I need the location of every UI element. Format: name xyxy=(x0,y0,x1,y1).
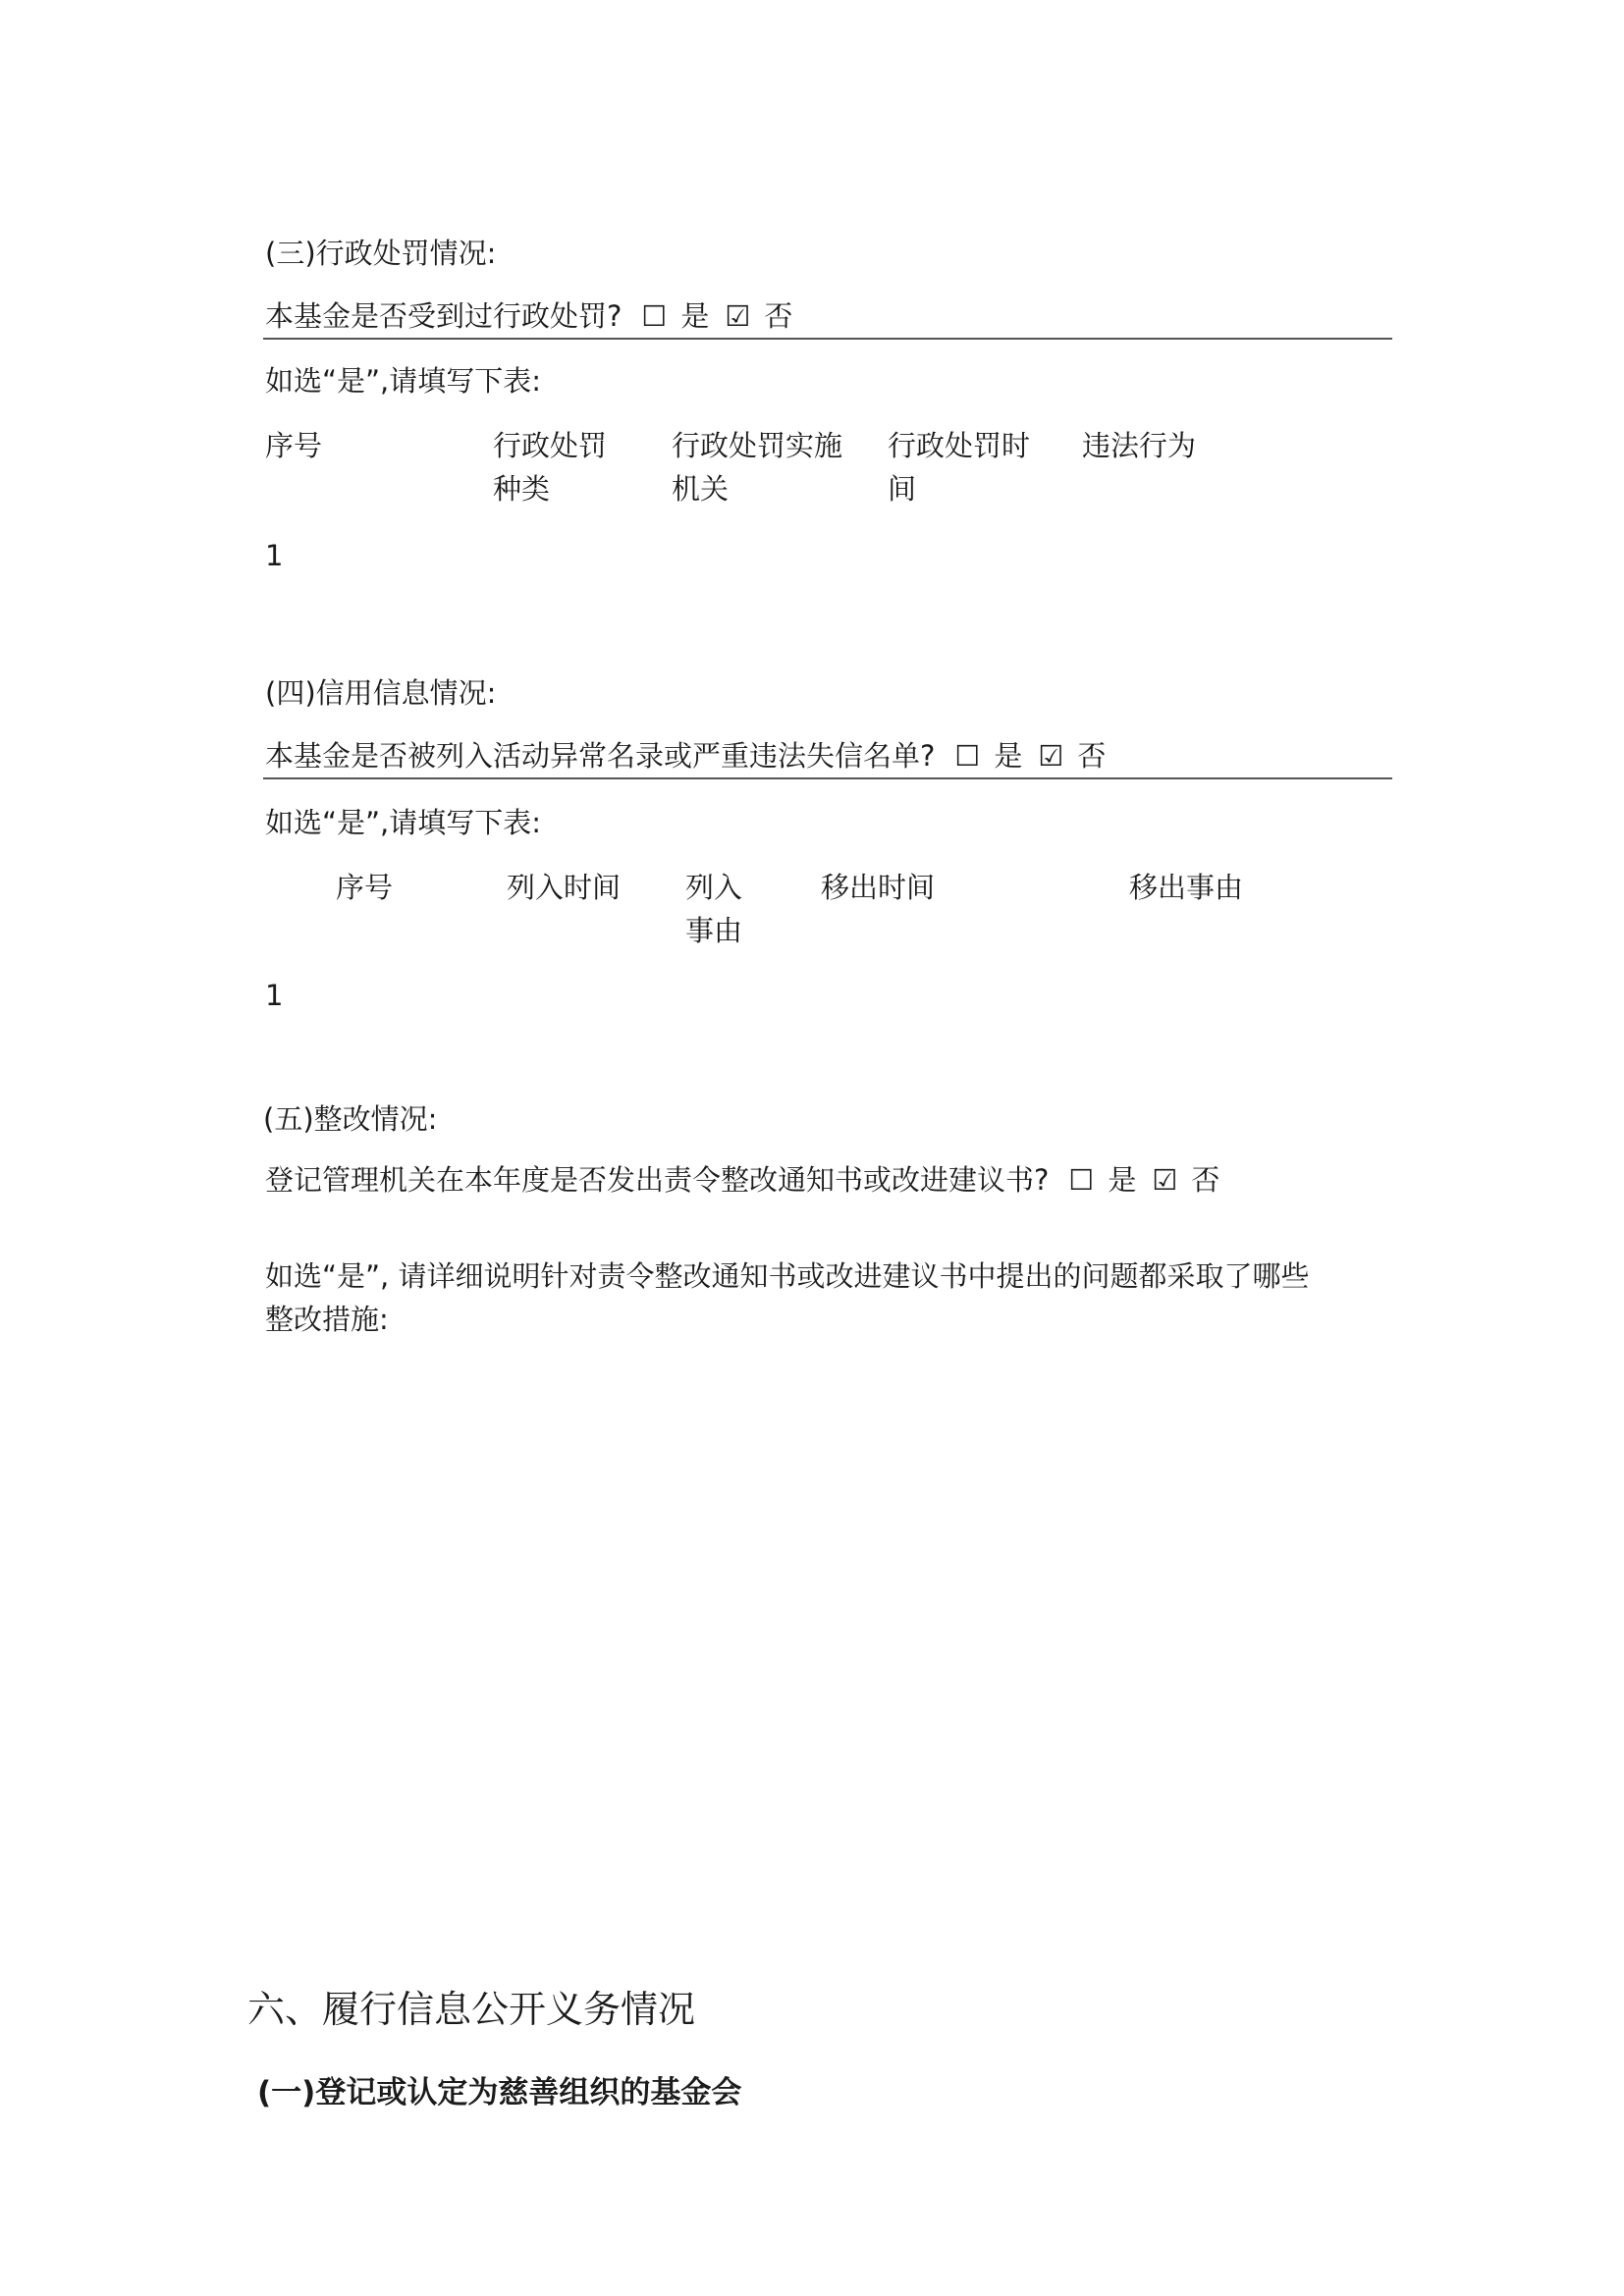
section5-no-label: 否 xyxy=(1191,1163,1220,1197)
section3-fill-prompt: 如选“是”,请填写下表: xyxy=(265,364,542,398)
section6-subtitle: (一)登记或认定为慈善组织的基金会 xyxy=(257,2075,742,2110)
section3-no-checkbox[interactable]: ☑ xyxy=(725,299,751,333)
section3-question: 本基金是否受到过行政处罚? xyxy=(265,299,623,333)
section3-yes-label: 是 xyxy=(680,299,710,333)
section5-detail-line2: 整改措施: xyxy=(265,1303,389,1336)
section3-col-violation: 违法行为 xyxy=(1082,429,1197,462)
section3-no-label: 否 xyxy=(764,299,793,333)
section4-col-removed-time: 移出时间 xyxy=(821,871,936,904)
section3-heading: (三)行政处罚情况: xyxy=(265,237,497,270)
section3-row-index: 1 xyxy=(265,539,284,572)
section4-fill-prompt: 如选“是”,请填写下表: xyxy=(265,806,542,839)
section3-col-penalty-authority: 行政处罚实施机关 xyxy=(672,429,843,506)
section4-checkbox-group xyxy=(948,734,1115,777)
section4-heading: (四)信用信息情况: xyxy=(265,676,497,710)
section3-col-penalty-time: 行政处罚时间 xyxy=(888,429,1031,506)
section5-no-checkbox[interactable]: ☑ xyxy=(1152,1163,1178,1197)
section4-col-listed-time: 列入时间 xyxy=(507,871,622,904)
section4-yes-checkbox[interactable]: ☐ xyxy=(954,739,981,773)
section5-question-row xyxy=(265,1158,1229,1201)
section4-col-removed-reason: 移出事由 xyxy=(1129,871,1244,904)
section3-col-index: 序号 xyxy=(265,429,323,462)
section4-no-checkbox[interactable]: ☑ xyxy=(1038,739,1064,773)
section4-no-label: 否 xyxy=(1077,739,1107,773)
section5-question: 登记管理机关在本年度是否发出责令整改通知书或改进建议书? xyxy=(265,1163,1050,1197)
section4-row-index: 1 xyxy=(265,979,284,1012)
section5-heading: (五)整改情况: xyxy=(263,1102,438,1136)
section5-yes-checkbox[interactable]: ☐ xyxy=(1068,1163,1095,1197)
section3-divider xyxy=(263,338,1392,340)
section4-yes-label: 是 xyxy=(994,739,1023,773)
section4-question-row xyxy=(265,734,1115,777)
section3-question-row xyxy=(265,294,802,338)
section3-yes-checkbox[interactable]: ☐ xyxy=(641,299,668,333)
section3-col-penalty-type: 行政处罚种类 xyxy=(493,429,608,506)
section4-divider xyxy=(263,777,1392,779)
section5-yes-label: 是 xyxy=(1108,1163,1137,1197)
section4-col-listed-reason: 列入事由 xyxy=(685,871,743,947)
section4-question: 本基金是否被列入活动异常名录或严重违法失信名单? xyxy=(265,739,936,773)
section4-col-index: 序号 xyxy=(336,871,394,904)
section6-title: 六、履行信息公开义务情况 xyxy=(247,1988,696,2031)
section3-checkbox-group xyxy=(635,294,802,338)
section5-detail-line1: 如选“是”, 请详细说明针对责令整改通知书或改进建议书中提出的问题都采取了哪些 xyxy=(265,1259,1310,1293)
section5-checkbox-group xyxy=(1062,1158,1229,1201)
